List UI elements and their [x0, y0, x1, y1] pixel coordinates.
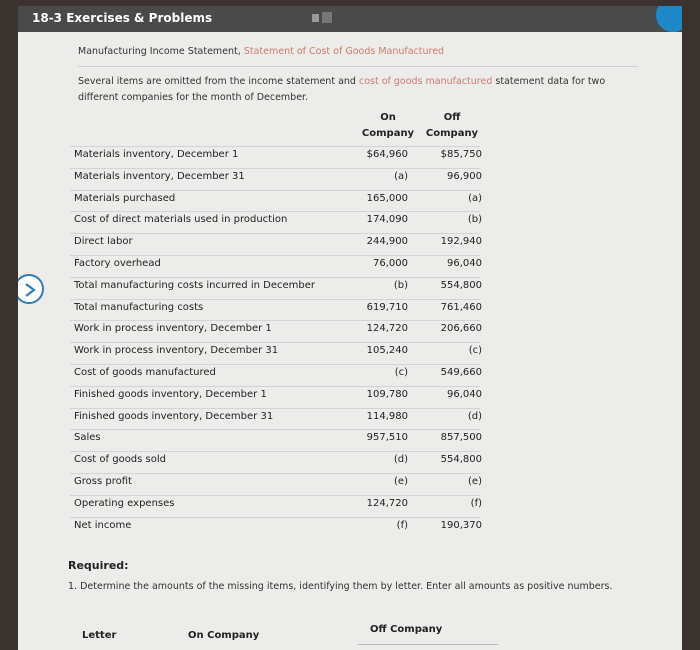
- row-divider: [70, 473, 480, 474]
- row-label: Factory overhead: [74, 258, 161, 269]
- row-divider: [70, 364, 480, 365]
- row-label: Sales: [74, 432, 101, 444]
- off-company-value: (d): [467, 410, 482, 422]
- col-on-line1: On: [380, 112, 396, 123]
- off-company-value: 96,040: [447, 388, 482, 400]
- intro-part2: statement data for two different companies for the month of December.: [78, 76, 606, 103]
- table-row: [18, 190, 682, 212]
- row-label: Cost of goods manufactured: [74, 367, 216, 378]
- chevron-right-icon: [23, 282, 37, 298]
- table-row: [18, 277, 682, 299]
- off-company-value: (b): [467, 214, 482, 226]
- off-company-value: 857,500: [440, 432, 482, 444]
- table-row: [18, 386, 682, 408]
- on-company-value: 76,000: [373, 258, 408, 269]
- column-header-on-company: [358, 110, 418, 142]
- row-label: Cost of goods sold: [74, 454, 167, 466]
- on-company-value: 957,510: [366, 432, 408, 444]
- on-company-value: 105,240: [366, 345, 408, 357]
- answer-header-line: [358, 644, 498, 645]
- off-company-value: 549,660: [440, 367, 482, 378]
- row-divider: [70, 495, 480, 496]
- row-label: Direct labor: [74, 236, 133, 248]
- row-label: Finished goods inventory, December 31: [74, 410, 274, 422]
- row-label: Total manufacturing costs: [74, 301, 204, 313]
- row-label: Gross profit: [74, 476, 132, 487]
- row-label: Total manufacturing costs incurred in December: [74, 279, 315, 291]
- row-divider: [70, 408, 480, 409]
- off-company-value: 554,800: [440, 279, 482, 291]
- row-divider: [70, 320, 480, 321]
- row-label: Work in process inventory, December 31: [74, 345, 279, 357]
- off-company-value: 190,370: [440, 519, 482, 531]
- row-divider: [70, 342, 480, 343]
- row-divider: [70, 168, 480, 169]
- table-row: [18, 299, 682, 321]
- table-row: [18, 168, 682, 190]
- content: [18, 32, 682, 650]
- on-company-value: $64,960: [366, 149, 408, 160]
- on-company-value: (d): [393, 454, 408, 466]
- table-row: [18, 473, 682, 495]
- off-company-value: (e): [468, 476, 482, 487]
- breadcrumb: [78, 46, 444, 57]
- col-off-line1: Off: [443, 112, 461, 123]
- on-company-value: 124,720: [366, 497, 408, 509]
- answer-col-letter: Letter: [82, 630, 117, 641]
- row-label: Materials purchased: [74, 192, 176, 204]
- row-label: Net income: [74, 519, 132, 531]
- breadcrumb-main: Manufacturing Income Statement,: [78, 46, 241, 57]
- off-company-value: 554,800: [440, 454, 482, 466]
- off-company-value: 761,460: [440, 301, 482, 313]
- on-company-value: 174,090: [366, 214, 408, 226]
- table-row: [18, 451, 682, 473]
- row-label: Cost of direct materials used in production: [74, 214, 288, 226]
- required-heading: Required:: [68, 559, 129, 572]
- off-company-value: (a): [468, 192, 482, 204]
- on-company-value: 619,710: [366, 301, 408, 313]
- question-1: 1. Determine the amounts of the missing items, identifying them by letter. Enter all amounts as positive numbers.: [68, 581, 613, 592]
- col-on-line2: Company: [361, 128, 415, 139]
- table-row: [18, 342, 682, 364]
- table-row: [18, 429, 682, 451]
- column-header-off-company: [420, 110, 484, 142]
- on-company-value: 244,900: [366, 236, 408, 248]
- row-label: Work in process inventory, December 1: [74, 323, 272, 335]
- row-divider: [70, 517, 480, 518]
- row-divider: [70, 255, 480, 256]
- off-company-value: 192,940: [440, 236, 482, 248]
- off-company-value: 96,040: [447, 258, 482, 269]
- intro-part1: Several items are omitted from the income statement and: [78, 76, 359, 87]
- table-row: [18, 495, 682, 517]
- table-row: [18, 364, 682, 386]
- row-label: Materials inventory, December 1: [74, 149, 239, 160]
- intro-text: [78, 74, 648, 106]
- off-company-value: (c): [468, 345, 482, 357]
- row-divider: [70, 451, 480, 452]
- on-company-value: 124,720: [366, 323, 408, 335]
- table-row: [18, 408, 682, 430]
- off-company-value: 206,660: [440, 323, 482, 335]
- row-divider: [70, 386, 480, 387]
- table-row: [18, 320, 682, 342]
- row-divider: [70, 211, 480, 212]
- intro-link[interactable]: cost of goods manufactured: [358, 76, 493, 87]
- table-row: [18, 255, 682, 277]
- table-row: [18, 233, 682, 255]
- off-company-value: (f): [470, 497, 482, 509]
- window-title: 18-3 Exercises & Problems: [32, 11, 213, 25]
- answer-col-on: On Company: [188, 630, 260, 641]
- row-label: Materials inventory, December 31: [74, 170, 245, 182]
- answer-col-off: Off Company: [370, 624, 443, 635]
- row-divider: [70, 429, 480, 430]
- on-company-value: (c): [394, 367, 408, 378]
- on-company-value: 114,980: [366, 410, 408, 422]
- col-off-line2: Company: [425, 128, 479, 139]
- on-company-value: 165,000: [366, 192, 408, 204]
- off-company-value: $85,750: [440, 149, 482, 160]
- row-label: Operating expenses: [74, 497, 175, 509]
- screen: [18, 6, 682, 650]
- breadcrumb-link[interactable]: Statement of Cost of Goods Manufactured: [240, 46, 445, 57]
- help-icon[interactable]: [656, 6, 682, 32]
- table-row: [18, 146, 682, 168]
- row-divider: [70, 190, 480, 191]
- row-divider: [70, 233, 480, 234]
- on-company-value: (e): [394, 476, 408, 487]
- row-label: Finished goods inventory, December 1: [74, 388, 267, 400]
- divider: [78, 66, 638, 67]
- row-divider: [70, 299, 480, 300]
- row-divider: [70, 146, 480, 147]
- table-row: [18, 517, 682, 539]
- titlebar: [18, 6, 682, 32]
- toolbar-icons[interactable]: [312, 12, 334, 27]
- table-row: [18, 211, 682, 233]
- on-company-value: (a): [394, 170, 408, 182]
- row-divider: [70, 277, 480, 278]
- off-company-value: 96,900: [447, 170, 482, 182]
- on-company-value: (f): [396, 519, 408, 531]
- on-company-value: (b): [393, 279, 408, 291]
- on-company-value: 109,780: [366, 388, 408, 400]
